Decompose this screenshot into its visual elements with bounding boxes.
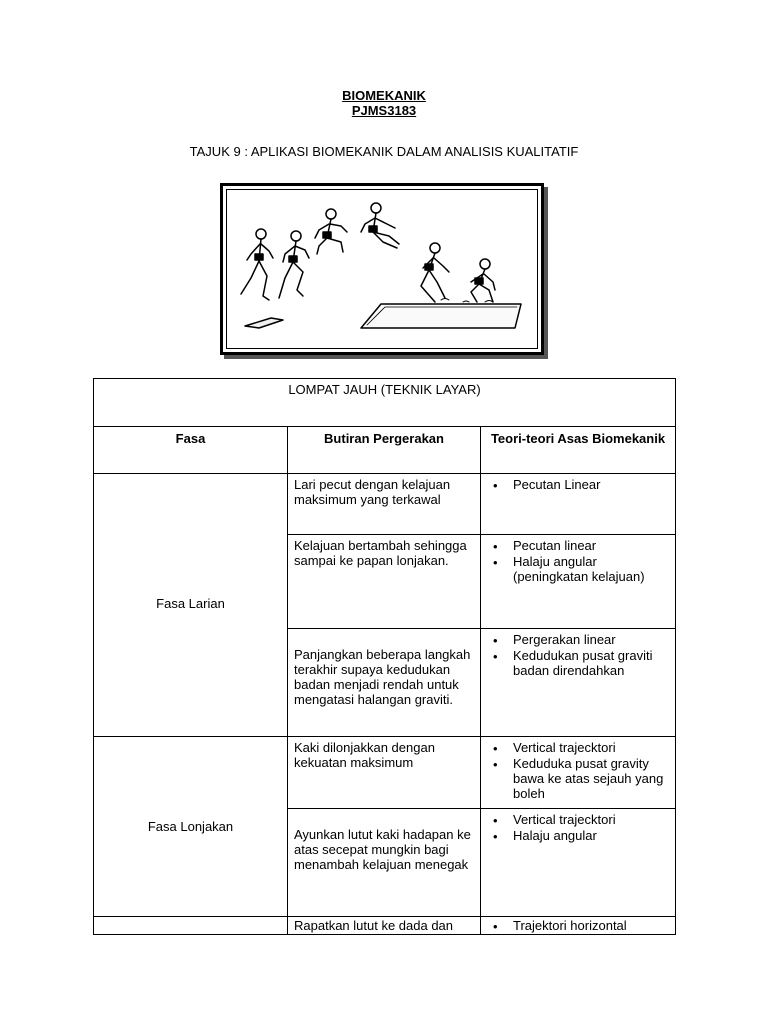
phase-cell: Fasa Lonjakan (94, 737, 288, 917)
theory-cell (481, 809, 676, 917)
topic-heading: TAJUK 9 : APLIKASI BIOMEKANIK DALAM ANALISIS KUALITATIF (189, 144, 579, 159)
document-title: BIOMEKANIK (342, 88, 426, 103)
theory-cell (481, 629, 676, 737)
phase-cell: Fasa Larian (94, 474, 288, 737)
movement-cell: Panjangkan beberapa langkah terakhir supaya kedudukan badan menjadi rendah untuk mengatasi halangan graviti. (288, 629, 481, 737)
movement-cell: Rapatkan lutut ke dada dan (288, 917, 481, 935)
long-jump-sequence-icon (223, 186, 541, 352)
theory-cell (481, 917, 676, 935)
column-header-theory: Teori-teori Asas Biomekanik (481, 427, 676, 474)
column-header-movement: Butiran Pergerakan (288, 427, 481, 474)
movement-cell: Kelajuan bertambah sehingga sampai ke papan lonjakan. (288, 535, 481, 629)
list-item: • Vertical trajecktori (493, 740, 616, 756)
phase-cell (94, 917, 288, 935)
list-item: • Trajektori horizontal (493, 918, 627, 934)
column-header-phase: Fasa (94, 427, 288, 474)
list-item: • Pergerakan linear (493, 632, 616, 648)
list-item: • Pecutan linear (493, 538, 597, 554)
movement-cell: Lari pecut dengan kelajuan maksimum yang terkawal (288, 474, 481, 535)
theory-cell (481, 535, 676, 629)
list-item: • Keduduka pusat gravity bawa ke atas sejauh yang boleh (493, 756, 664, 801)
movement-cell: Ayunkan lutut kaki hadapan ke atas secepat mungkin bagi menambah kelajuan menegak (288, 809, 481, 917)
list-item: • Kedudukan pusat graviti badan direndahkan (493, 648, 653, 678)
analysis-table (93, 378, 676, 935)
list-item: • Vertical trajecktori (493, 812, 616, 828)
course-code: PJMS3183 (351, 103, 417, 118)
long-jump-figure (220, 183, 544, 355)
list-item: • Pecutan Linear (493, 477, 601, 493)
theory-cell (481, 737, 676, 809)
movement-cell: Kaki dilonjakkan dengan kekuatan maksimum (288, 737, 481, 809)
list-item: • Halaju angular (peningkatan kelajuan) (493, 554, 645, 584)
theory-cell (481, 474, 676, 535)
list-item: • Halaju angular (493, 828, 597, 844)
table-caption: LOMPAT JAUH (TEKNIK LAYAR) (94, 379, 676, 427)
